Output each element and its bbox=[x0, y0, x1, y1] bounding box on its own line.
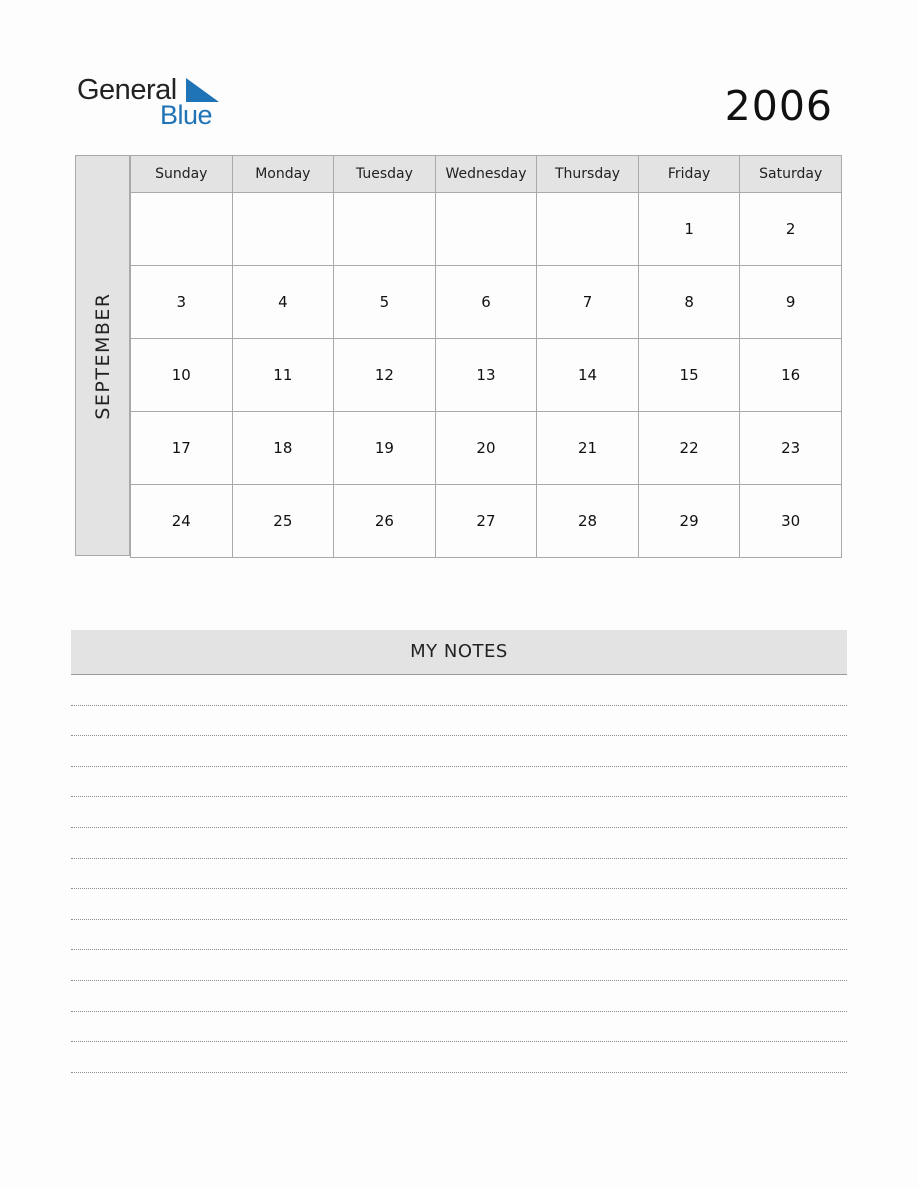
day-cell bbox=[334, 193, 436, 266]
day-cell: 21 bbox=[537, 412, 639, 485]
day-cell: 24 bbox=[131, 485, 233, 558]
note-line bbox=[71, 675, 847, 706]
day-cell: 14 bbox=[537, 339, 639, 412]
note-line bbox=[71, 706, 847, 737]
day-cell: 5 bbox=[334, 266, 436, 339]
day-cell bbox=[435, 193, 537, 266]
week-row bbox=[131, 193, 842, 266]
weekday-wednesday: Wednesday bbox=[435, 156, 537, 193]
day-cell bbox=[232, 193, 334, 266]
day-cell: 6 bbox=[435, 266, 537, 339]
day-cell: 10 bbox=[131, 339, 233, 412]
day-cell: 26 bbox=[334, 485, 436, 558]
note-line bbox=[71, 736, 847, 767]
note-line bbox=[71, 859, 847, 890]
weekday-monday: Monday bbox=[232, 156, 334, 193]
note-line bbox=[71, 1012, 847, 1043]
day-cell: 16 bbox=[740, 339, 842, 412]
day-cell: 20 bbox=[435, 412, 537, 485]
weekday-saturday: Saturday bbox=[740, 156, 842, 193]
calendar-grid bbox=[130, 155, 842, 558]
day-cell: 9 bbox=[740, 266, 842, 339]
day-cell: 17 bbox=[131, 412, 233, 485]
note-line bbox=[71, 797, 847, 828]
day-cell: 12 bbox=[334, 339, 436, 412]
note-line bbox=[71, 950, 847, 981]
logo-word-blue: Blue bbox=[160, 100, 213, 130]
weekday-friday: Friday bbox=[638, 156, 740, 193]
weekday-header-row bbox=[131, 156, 842, 193]
week-row bbox=[131, 485, 842, 558]
notes-lines bbox=[71, 675, 847, 1073]
day-cell: 22 bbox=[638, 412, 740, 485]
note-line bbox=[71, 889, 847, 920]
day-cell: 19 bbox=[334, 412, 436, 485]
day-cell: 1 bbox=[638, 193, 740, 266]
day-cell: 18 bbox=[232, 412, 334, 485]
day-cell: 8 bbox=[638, 266, 740, 339]
day-cell: 29 bbox=[638, 485, 740, 558]
day-cell bbox=[131, 193, 233, 266]
day-cell: 11 bbox=[232, 339, 334, 412]
logo-triangle-icon bbox=[186, 78, 219, 102]
day-cell: 7 bbox=[537, 266, 639, 339]
notes-title: MY NOTES bbox=[71, 630, 847, 675]
week-row bbox=[131, 266, 842, 339]
weekday-tuesday: Tuesday bbox=[334, 156, 436, 193]
note-line bbox=[71, 1042, 847, 1073]
logo-word-general: General bbox=[77, 74, 177, 106]
year-title: 2006 bbox=[724, 82, 833, 130]
month-strip bbox=[75, 155, 130, 556]
day-cell: 28 bbox=[537, 485, 639, 558]
day-cell bbox=[537, 193, 639, 266]
day-cell: 2 bbox=[740, 193, 842, 266]
day-cell: 25 bbox=[232, 485, 334, 558]
day-cell: 27 bbox=[435, 485, 537, 558]
day-cell: 13 bbox=[435, 339, 537, 412]
logo bbox=[77, 74, 227, 130]
week-row bbox=[131, 412, 842, 485]
day-cell: 23 bbox=[740, 412, 842, 485]
week-row bbox=[131, 339, 842, 412]
notes-section bbox=[71, 630, 847, 1073]
month-label: SEPTEMBER bbox=[91, 291, 114, 420]
note-line bbox=[71, 767, 847, 798]
day-cell: 15 bbox=[638, 339, 740, 412]
weekday-sunday: Sunday bbox=[131, 156, 233, 193]
day-cell: 4 bbox=[232, 266, 334, 339]
day-cell: 30 bbox=[740, 485, 842, 558]
day-cell: 3 bbox=[131, 266, 233, 339]
calendar bbox=[75, 155, 842, 557]
note-line bbox=[71, 981, 847, 1012]
note-line bbox=[71, 828, 847, 859]
weekday-thursday: Thursday bbox=[537, 156, 639, 193]
note-line bbox=[71, 920, 847, 951]
